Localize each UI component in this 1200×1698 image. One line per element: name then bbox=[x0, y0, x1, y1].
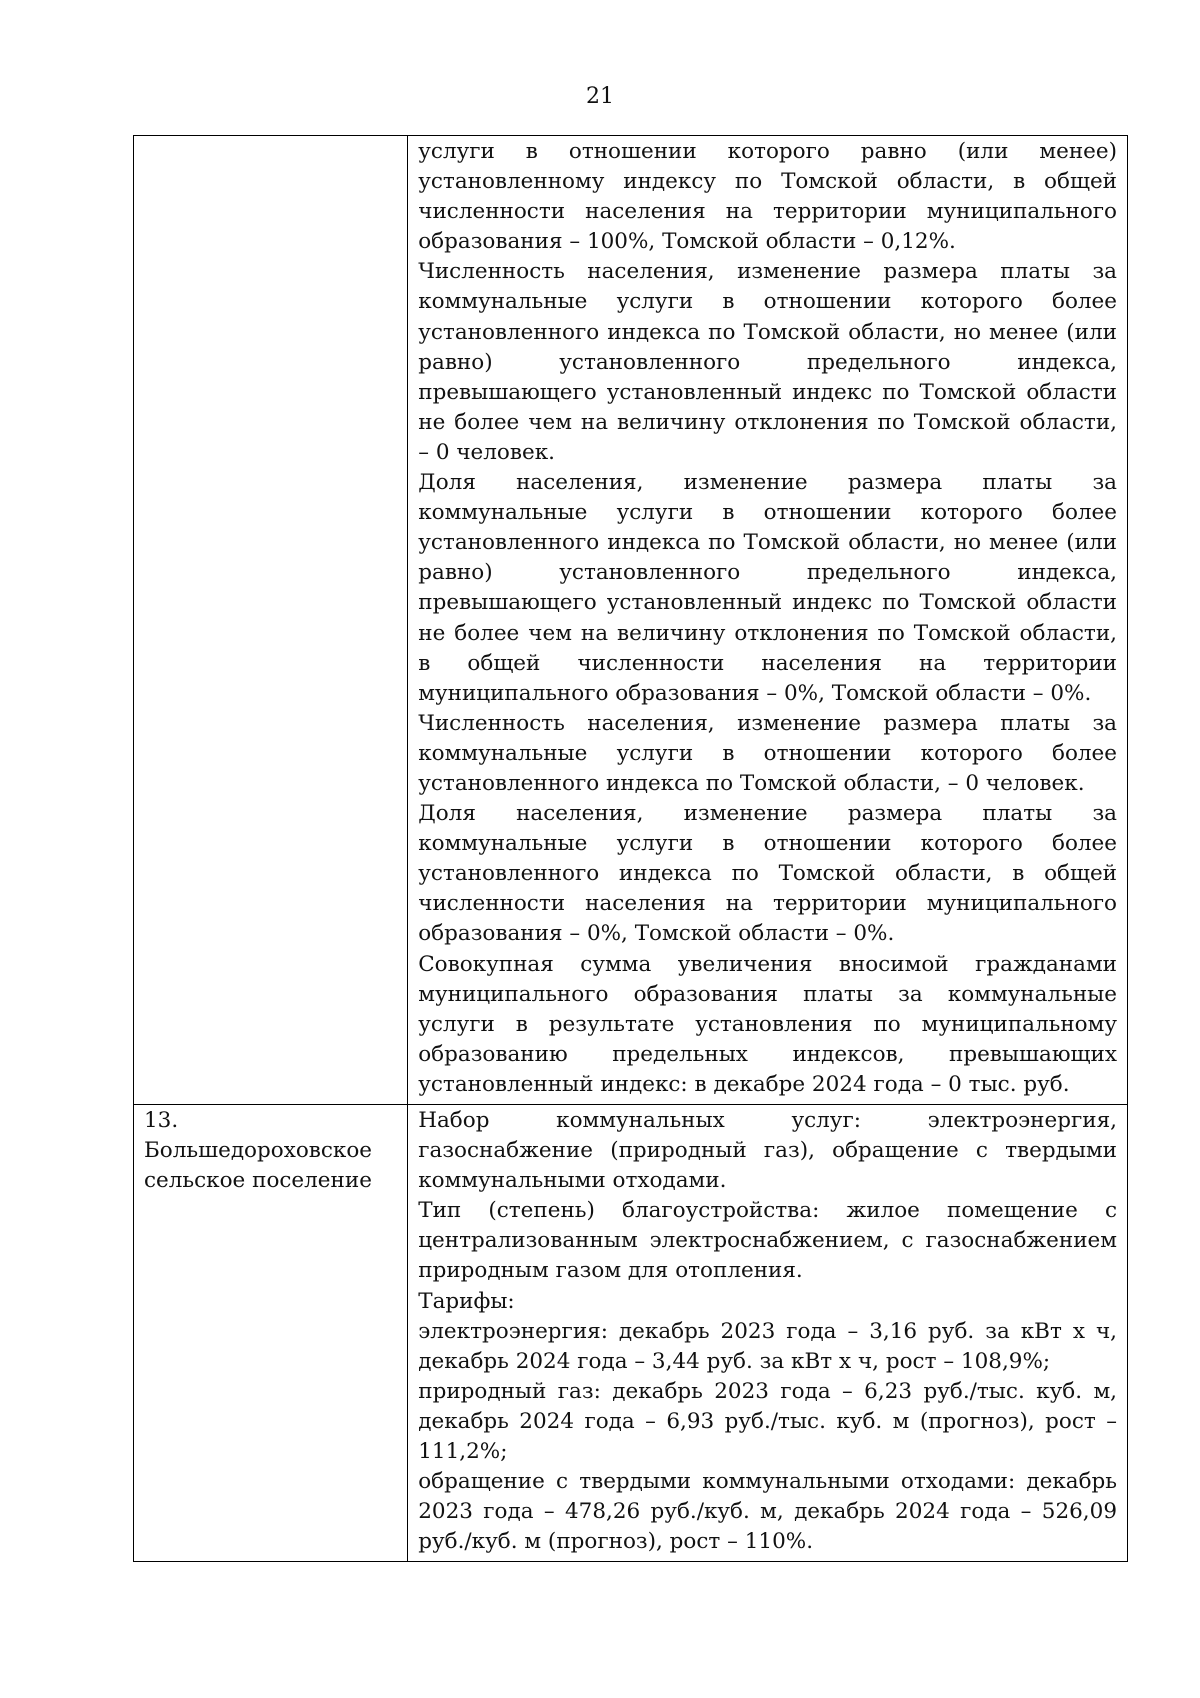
table-row bbox=[134, 136, 1128, 1105]
paragraph: обращение с твердыми коммунальными отходами: декабрь 2023 года – 478,26 руб./куб. м, декабрь 2024 года – 526,09 руб./куб. м (прогноз), рост – 110%. bbox=[418, 1469, 1117, 1555]
paragraph: Совокупная сумма увеличения вносимой гражданами муниципального образования платы за коммунальные услуги в результате установления по муниципальному образованию предельных индексов, превышающих установленный индекс: в декабре 2024 года – 0 тыс. руб. bbox=[418, 951, 1117, 1097]
document-table bbox=[133, 135, 1128, 1562]
paragraph: Доля населения, изменение размера платы за коммунальные услуги в отношении которого более установленного индекса по Томской области, в общей численности населения на территории муниципального образования – 0%, Томской области – 0%. bbox=[418, 801, 1117, 947]
page-number: 21 bbox=[586, 84, 614, 109]
table-cell-settlement bbox=[134, 1105, 408, 1562]
paragraph: Тип (степень) благоустройства: жилое помещение с централизованным электроснабжением, с газоснабжением природным газом для отопления. bbox=[418, 1198, 1117, 1284]
paragraph: Тарифы: bbox=[418, 1288, 515, 1314]
paragraph: Доля населения, изменение размера платы за коммунальные услуги в отношении которого более установленного индекса по Томской области, но менее (или равно) установленного предельного индекса, превышающего установленный индекс по Томской области не более чем на величину отклонения по Томской области, в общей численности населения на территории муниципального образования – 0%, Томской области – 0%. bbox=[418, 470, 1117, 706]
paragraph: Численность населения, изменение размера платы за коммунальные услуги в отношении которого более установленного индекса по Томской области, но менее (или равно) установленного предельного индекса, превышающего установленный индекс по Томской области не более чем на величину отклонения по Томской области, – 0 человек. bbox=[418, 259, 1117, 465]
paragraph: Набор коммунальных услуг: электроэнергия, газоснабжение (природный газ), обращение с твердыми коммунальными отходами. bbox=[418, 1108, 1117, 1194]
table-cell-description bbox=[408, 1105, 1128, 1562]
paragraph: услуги в отношении которого равно (или менее) установленному индексу по Томской области, в общей численности населения на территории муниципального образования – 100%, Томской области – 0,12%. bbox=[418, 139, 1117, 255]
paragraph: Численность населения, изменение размера платы за коммунальные услуги в отношении которого более установленного индекса по Томской области, – 0 человек. bbox=[418, 710, 1117, 796]
paragraph: электроэнергия: декабрь 2023 года – 3,16 руб. за кВт х ч, декабрь 2024 года – 3,44 руб. за кВт х ч, рост – 108,9%; bbox=[418, 1318, 1117, 1374]
table-cell-description bbox=[408, 136, 1128, 1105]
settlement-name: 13. Большедороховское сельское поселение bbox=[144, 1108, 373, 1194]
table-row bbox=[134, 1105, 1128, 1562]
paragraph: природный газ: декабрь 2023 года – 6,23 руб./тыс. куб. м, декабрь 2024 года – 6,93 руб./тыс. куб. м (прогноз), рост – 111,2%; bbox=[418, 1378, 1117, 1465]
table-cell-settlement bbox=[134, 136, 408, 1105]
